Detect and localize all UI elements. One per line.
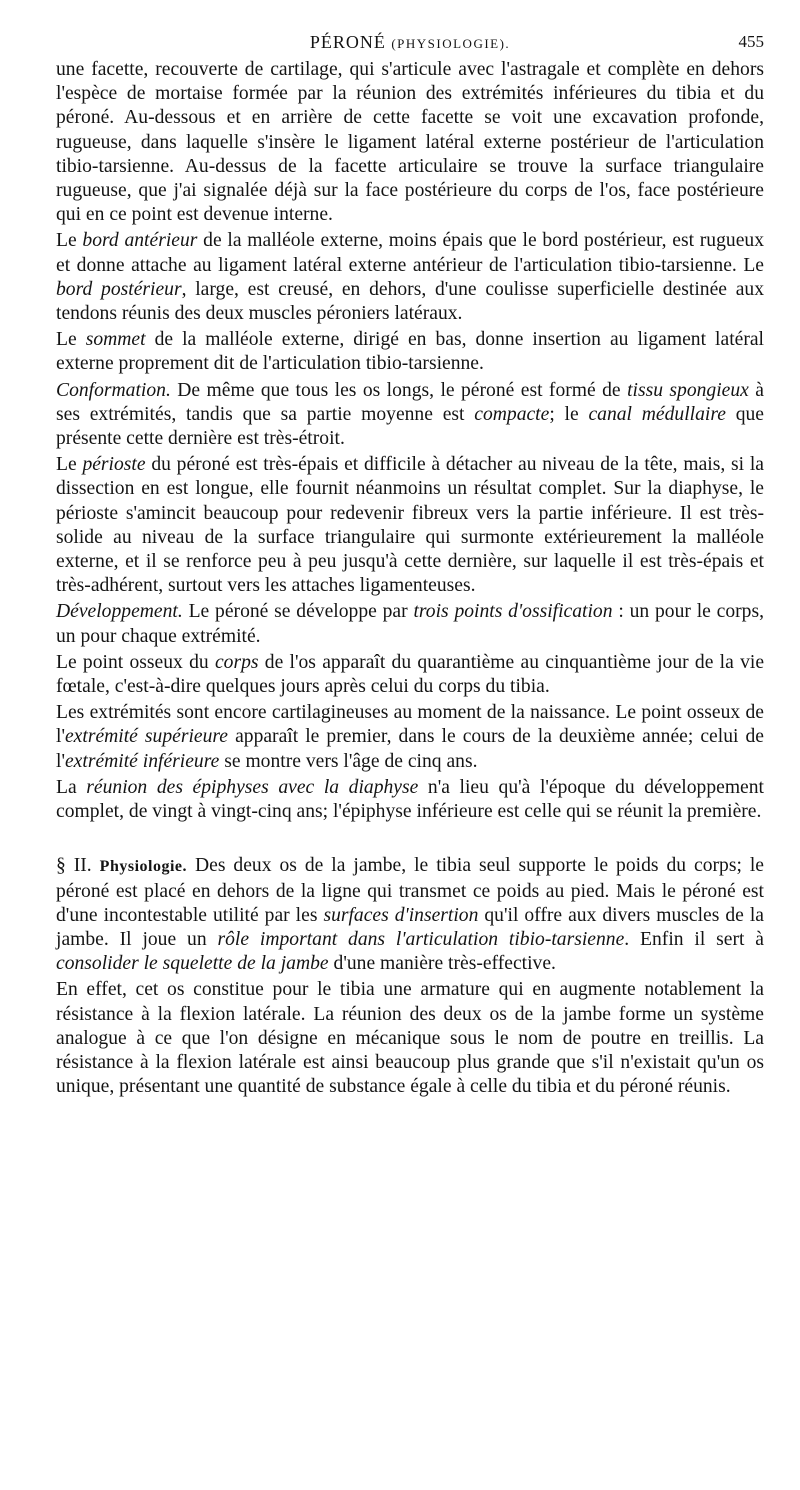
body-text xyxy=(56,58,764,1099)
running-head xyxy=(56,32,764,58)
text-run: Le xyxy=(56,454,83,476)
italic-term: réunion des épiphyses avec la diaphyse xyxy=(86,776,419,798)
text-run: d'une manière très-effective. xyxy=(328,953,556,975)
italic-term: Conformation. xyxy=(56,379,171,401)
paragraph xyxy=(56,58,764,227)
text-run: Des deux os de la jambe, le tibia seul supporte le poids du corps; le péroné est placé en dehors de la ligne qui transmet ce poids au pied. Mais le péroné est d'une incontestable utilité par les xyxy=(56,855,764,926)
section-break xyxy=(56,826,764,854)
text-run: n'a lieu qu'à l'époque du développement complet, de vingt à vingt-cinq ans; l'épiphyse inférieure est celle qui se réunit la première. xyxy=(56,776,764,823)
italic-term: surfaces d'insertion xyxy=(323,904,479,926)
italic-term: compacte xyxy=(474,403,550,425)
text-run: de l'os apparaît du quarantième au cinquantième jour de la vie fœtale, c'est-à-dire quelques jours après celui du corps du tibia. xyxy=(56,651,765,698)
paragraph xyxy=(56,701,764,774)
text-run: Le point osseux du xyxy=(56,651,215,673)
text-run: ; le xyxy=(549,403,589,425)
italic-term: trois points d'ossification xyxy=(413,601,613,623)
paragraph xyxy=(56,600,764,648)
text-run: que présente cette dernière est très-étroit. xyxy=(56,403,765,450)
text-run: qu'il offre aux divers muscles de la jambe. Il joue un xyxy=(56,904,764,950)
text-run: . Enfin il sert à xyxy=(624,928,765,950)
paragraph xyxy=(56,776,764,824)
italic-term: Développement. xyxy=(56,601,183,623)
text-run: § II. xyxy=(56,855,100,877)
paragraph xyxy=(56,379,764,452)
italic-term: corps xyxy=(214,651,259,673)
text-run: , large, est creusé, en dehors, d'une coulisse superficielle destinée aux tendons réunis des deux muscles péroniers latéraux. xyxy=(56,278,764,325)
text-run: se montre vers l'âge de cinq ans. xyxy=(219,750,478,772)
italic-term: extrémité supérieure xyxy=(64,726,229,748)
text-run: La xyxy=(56,776,87,798)
running-head-title: PÉRONÉ xyxy=(309,32,386,52)
paragraph xyxy=(56,854,764,976)
text-run: En effet, cet os constitue pour le tibia une armature qui en augmente notablement la résistance à la flexion latérale. La réunion des deux os de la jambe forme un système analogue à ce que l'on désigne en mécanique sous le nom de poutre en treillis. La résistance à la flexion latérale est ainsi beaucoup plus grande que s'il n'existait qu'un os unique, présentant une quantité de substance égale à celle du tibia et du péroné réunis. xyxy=(56,979,764,1098)
italic-term: sommet xyxy=(85,329,146,351)
section-heading: Physiologie. xyxy=(99,858,188,876)
italic-term: bord antérieur xyxy=(82,230,198,252)
text-run: Le xyxy=(56,329,86,351)
text-run: de la malléole externe, moins épais que le bord postérieur, est rugueux et donne attache au ligament latéral externe antérieur de l'articulation tibio-tarsienne. Le xyxy=(56,230,764,276)
text-run: Les extrémités sont encore cartilagineuses au moment de la naissance. Le point osseux de l' xyxy=(56,702,764,748)
text-run: Le péroné se développe par xyxy=(182,601,414,623)
text-run: à ses extrémités, tandis que sa partie moyenne est xyxy=(56,379,764,425)
text-run: de la malléole externe, dirigé en bas, donne insertion au ligament latéral externe proprement dit de l'articulation tibio-tarsienne. xyxy=(56,329,764,375)
italic-term: consolider le squelette de la jambe xyxy=(56,953,329,975)
text-run: du péroné est très-épais et difficile à détacher au niveau de la tête, mais, si la dissection en est longue, elle fournit néanmoins un résultat complet. Sur la diaphyse, le périoste s'amincit beaucoup pour redevenir fibreux vers la partie inférieure. Il est très-solide au niveau de la surface triangulaire qui surmonte extérieurement la malléole externe, et il se renforce peu à peu jusqu'à cette dernière, sur laquelle il est très-épais et très-adhérent, surtout vers les attaches ligamenteuses. xyxy=(56,454,764,597)
text-run: une facette, recouverte de cartilage, qui s'articule avec l'astragale et complète en dehors l'espèce de mortaise formée par la réunion des extrémités inférieures du tibia et du péroné. Au-dessous et en arrière de cette facette se voit une excavation profonde, rugueuse, dans laquelle s'insère le ligament latéral externe postérieur de l'articulation tibio-tarsienne. Au-dessus de la facette articulaire se trouve la surface triangulaire rugueuse, que j'ai signalée déjà sur la face postérieure du corps de l'os, face postérieure qui en ce point est devenue interne. xyxy=(56,59,764,226)
text-run: : un pour le corps, un pour chaque extrémité. xyxy=(56,601,764,647)
italic-term: bord postérieur xyxy=(56,278,182,300)
paragraph xyxy=(56,651,764,699)
text-run: apparaît le premier, dans le cours de la deuxième année; celui de l' xyxy=(56,726,764,772)
paragraph xyxy=(56,229,764,326)
italic-term: périoste xyxy=(82,454,146,476)
italic-term: tissu spongieux xyxy=(627,379,749,401)
paragraph xyxy=(56,453,764,598)
italic-term: extrémité inférieure xyxy=(64,750,220,772)
text-run: De même que tous les os longs, le péroné est formé de xyxy=(170,379,628,401)
paragraph xyxy=(56,978,764,1099)
italic-term: canal médullaire xyxy=(588,403,726,425)
running-head-subtitle: (PHYSIOLOGIE). xyxy=(391,36,511,51)
paragraph xyxy=(56,328,764,376)
italic-term: rôle important dans l'articulation tibio-tarsienne xyxy=(217,928,625,950)
page-number: 455 xyxy=(738,32,764,51)
text-run: Le xyxy=(56,230,83,252)
